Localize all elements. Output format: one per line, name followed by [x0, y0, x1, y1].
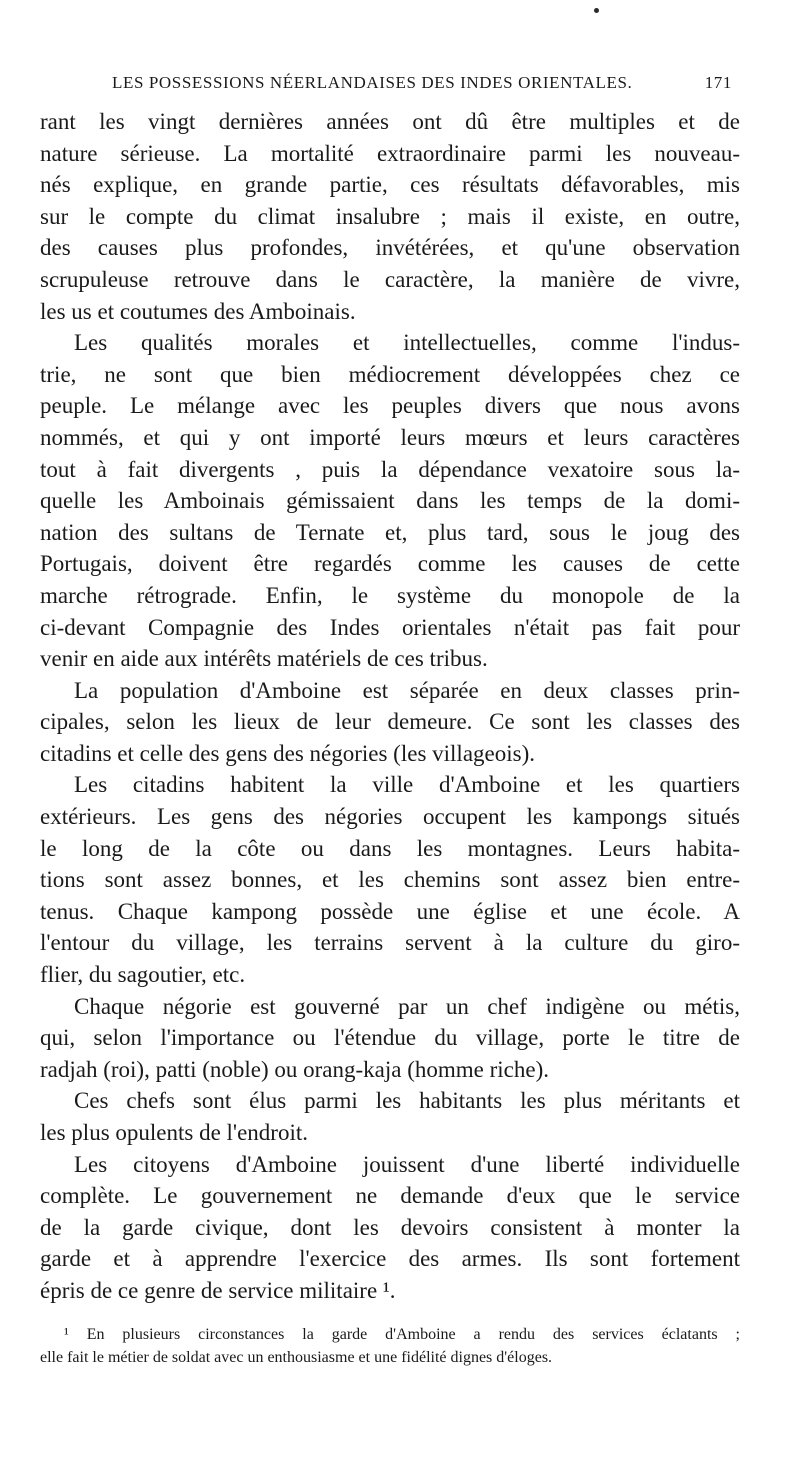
text-line: trie, ne sont que bien médiocrement développées chez ce — [40, 361, 740, 387]
text-line: marche rétrograde. Enfin, le système du monopole de la — [40, 582, 740, 608]
footnote-line: ¹ En plusieurs circonstances la garde d'Amboine a rendu des services éclatants ; — [64, 1326, 740, 1343]
text-line: les plus opulents de l'endroit. — [40, 1120, 308, 1145]
text-line: ci-devant Compagnie des Indes orientales n'était pas fait pour — [40, 614, 740, 640]
body-text — [40, 106, 740, 1307]
text-line: Chaque négorie est gouverné par un chef indigène ou métis, — [74, 993, 740, 1019]
text-line: La population d'Amboine est séparée en deux classes prin- — [74, 677, 740, 703]
text-line: rant les vingt dernières années ont dû être multiples et de — [40, 109, 740, 134]
text-line: nation des sultans de Ternate et, plus tard, sous le joug des — [40, 519, 740, 545]
text-line: Portugais, doivent être regardés comme les causes de cette — [40, 551, 740, 577]
text-line: nature sérieuse. La mortalité extraordinaire parmi les nouveau- — [40, 140, 740, 166]
ink-speck — [594, 8, 599, 13]
text-line: l'entour du village, les terrains servent à la culture du giro- — [40, 930, 740, 956]
text-line: Ces chefs sont élus parmi les habitants les plus méritants et — [74, 1088, 740, 1114]
text-line: les us et coutumes des Amboinais. — [40, 298, 356, 324]
text-line: garde et à apprendre l'exercice des armes. Ils sont fortement — [40, 1246, 740, 1272]
text-line: Les citadins habitent la ville d'Amboine et les quartiers — [74, 772, 740, 798]
page-number: 171 — [704, 73, 732, 92]
text-line: radjah (roi), patti (noble) ou orang-kaja (homme riche). — [40, 1056, 549, 1082]
text-line: venir en aide aux intérêts matériels de ces tribus. — [40, 646, 488, 672]
text-line: citadins et celle des gens des négories (les villageois). — [40, 740, 535, 766]
text-line: peuple. Le mélange avec les peuples divers que nous avons — [40, 393, 740, 419]
text-line: tenus. Chaque kampong possède une église et une école. A — [40, 898, 740, 924]
running-title: LES POSSESSIONS NÉERLANDAISES DES INDES ORIENTALES. — [112, 73, 633, 92]
text-line: le long de la côte ou dans les montagnes. Leurs habita- — [40, 835, 740, 861]
text-line: scrupuleuse retrouve dans le caractère, la manière de vivre, — [40, 266, 740, 292]
text-line: complète. Le gouvernement ne demande d'eux que le service — [40, 1183, 740, 1209]
text-line: de la garde civique, dont les devoirs consistent à monter la — [40, 1214, 740, 1240]
text-line: épris de ce genre de service militaire ¹. — [40, 1277, 396, 1303]
text-line: flier, du sagoutier, etc. — [40, 962, 246, 988]
text-line: tout à fait divergents , puis la dépendance vexatoire sous la- — [40, 456, 740, 482]
text-line: quelle les Amboinais gémissaient dans les temps de la domi- — [40, 488, 740, 514]
text-line: nommés, et qui y ont importé leurs mœurs et leurs caractères — [40, 424, 740, 450]
footnote-line: elle fait le métier de soldat avec un enthousiasme et une fidélité dignes d'éloges. — [40, 1349, 553, 1366]
text-line: tions sont assez bonnes, et les chemins sont assez bien entre- — [40, 867, 740, 893]
text-line: extérieurs. Les gens des négories occupent les kampongs situés — [40, 804, 740, 830]
footnote — [40, 1323, 740, 1369]
text-line: nés explique, en grande partie, ces résultats défavorables, mis — [40, 172, 740, 198]
text-line: des causes plus profondes, invétérées, et qu'une observation — [40, 235, 740, 261]
text-line: sur le compte du climat insalubre ; mais il existe, en outre, — [40, 203, 740, 229]
running-header — [112, 73, 732, 99]
text-line: qui, selon l'importance ou l'étendue du village, porte le titre de — [40, 1025, 740, 1051]
text-line: Les citoyens d'Amboine jouissent d'une liberté individuelle — [74, 1151, 740, 1177]
text-line: Les qualités morales et intellectuelles, comme l'indus- — [74, 330, 740, 356]
text-line: cipales, selon les lieux de leur demeure. Ce sont les classes des — [40, 709, 740, 735]
